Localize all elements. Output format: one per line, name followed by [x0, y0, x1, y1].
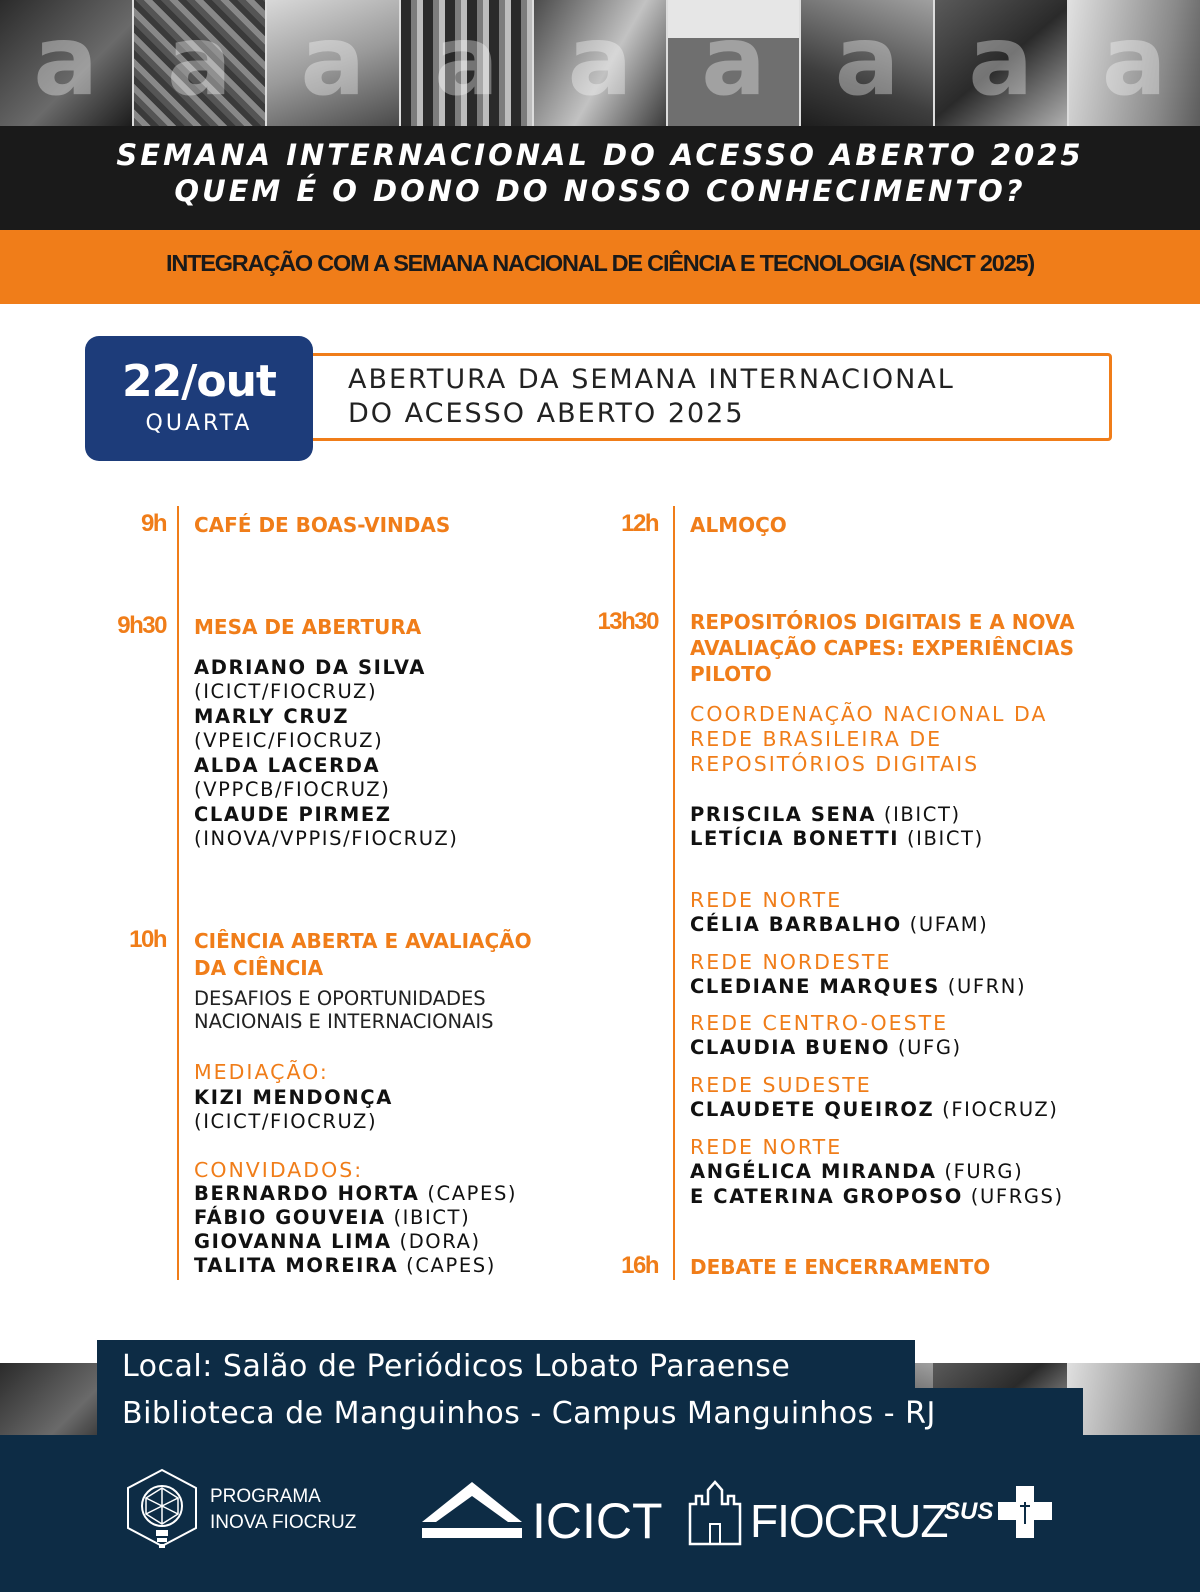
location-address: Biblioteca de Manguinhos - Campus Manguinhos - RJ: [122, 1396, 936, 1431]
network-speaker: ANGÉLICA MIRANDA (FURG): [690, 1160, 1024, 1183]
photo-health-worker: a: [1069, 0, 1200, 126]
coordination-text: REDE BRASILEIRA DE: [690, 727, 943, 751]
network-speaker: CLAUDIA BUENO (UFG): [690, 1036, 962, 1059]
session-repositories-title: PILOTO: [690, 662, 772, 686]
network-label: REDE SUDESTE: [690, 1073, 872, 1097]
network-label: REDE CENTRO-OESTE: [690, 1011, 949, 1035]
event-title-line1: ABERTURA DA SEMANA INTERNACIONAL: [348, 364, 955, 395]
session-open-science-title: DA CIÊNCIA: [194, 956, 324, 980]
header-photo-strip: [0, 0, 1200, 126]
guest-row: FÁBIO GOUVEIA (IBICT): [194, 1206, 471, 1229]
network-speaker: CÉLIA BARBALHO (UFAM): [690, 913, 989, 936]
sus-logo-text: SUS: [944, 1498, 994, 1525]
session-repositories-title: AVALIAÇÃO CAPES: EXPERIÊNCIAS: [690, 636, 1074, 660]
time-13h30: 13h30: [597, 608, 658, 635]
network-speaker: CLAUDETE QUEIROZ (FIOCRUZ): [690, 1098, 1059, 1121]
location-venue: Local: Salão de Periódicos Lobato Paraense: [122, 1349, 791, 1384]
session-open-science-title: CIÊNCIA ABERTA E AVALIAÇÃO: [194, 929, 532, 953]
speaker-row: LETÍCIA BONETTI (IBICT): [690, 827, 984, 850]
guest-row: TALITA MOREIRA (CAPES): [194, 1254, 496, 1277]
guest-row: BERNARDO HORTA (CAPES): [194, 1182, 518, 1205]
speaker-org: (VPEIC/FIOCRUZ): [194, 729, 384, 752]
sus-cross-icon: [996, 1484, 1054, 1540]
mediator-name: KIZI MENDONÇA: [194, 1086, 393, 1109]
photo-children: a: [801, 0, 935, 126]
photo-person: a: [0, 0, 134, 126]
main-subtitle: QUEM É O DONO DO NOSSO CONHECIMENTO?: [174, 174, 1026, 208]
speaker-name: CLAUDE PIRMEZ: [194, 803, 392, 826]
photo-favela: a: [134, 0, 268, 126]
main-title: SEMANA INTERNACIONAL DO ACESSO ABERTO 2025: [116, 138, 1084, 172]
photo-library: a: [401, 0, 535, 126]
inova-logo-line1: PROGRAMA: [210, 1486, 321, 1507]
session-closing-debate: DEBATE E ENCERRAMENTO: [690, 1255, 991, 1279]
network-label: REDE NORDESTE: [690, 950, 892, 974]
network-label: REDE NORTE: [690, 1135, 843, 1159]
icict-logo-text: ICICT: [532, 1493, 663, 1549]
coordination-text: COORDENAÇÃO NACIONAL DA: [690, 702, 1048, 726]
fiocruz-castle-icon: [686, 1480, 744, 1546]
fiocruz-logo-text: FIOCRUZ: [750, 1495, 948, 1547]
timeline-line-right: [673, 506, 675, 1280]
speaker-org: (INOVA/VPPIS/FIOCRUZ): [194, 827, 459, 850]
guests-label: CONVIDADOS:: [194, 1158, 364, 1182]
network-speaker: E CATERINA GROPOSO (UFRGS): [690, 1185, 1064, 1208]
network-label: REDE NORTE: [690, 888, 843, 912]
time-16h: 16h: [621, 1252, 658, 1279]
photo-field: a: [668, 0, 802, 126]
speaker-name: ADRIANO DA SILVA: [194, 656, 426, 679]
session-opening-table: MESA DE ABERTURA: [194, 615, 422, 639]
speaker-name: MARLY CRUZ: [194, 705, 350, 728]
guest-row: GIOVANNA LIMA (DORA): [194, 1230, 481, 1253]
coordination-text: REPOSITÓRIOS DIGITAIS: [690, 752, 980, 776]
session-subtitle: NACIONAIS E INTERNACIONAIS: [194, 1010, 494, 1033]
speaker-row: PRISCILA SENA (IBICT): [690, 803, 961, 826]
time-10h: 10h: [129, 926, 166, 953]
session-lunch: ALMOÇO: [690, 513, 787, 537]
date-day: 22/out: [122, 356, 276, 407]
session-repositories-title: REPOSITÓRIOS DIGITAIS E A NOVA: [690, 610, 1075, 634]
icict-logo-icon: [418, 1478, 526, 1542]
mediator-org: (ICICT/FIOCRUZ): [194, 1110, 378, 1133]
network-speaker: CLEDIANE MARQUES (UFRN): [690, 975, 1027, 998]
date-weekday: QUARTA: [145, 411, 253, 436]
inova-logo-line2: INOVA FIOCRUZ: [210, 1512, 357, 1533]
time-9h: 9h: [140, 510, 166, 537]
timeline-line-left: [177, 506, 179, 1280]
speaker-org: (VPPCB/FIOCRUZ): [194, 778, 391, 801]
speaker-org: (ICICT/FIOCRUZ): [194, 680, 378, 703]
integration-text: INTEGRAÇÃO COM A SEMANA NACIONAL DE CIÊNCIA E TECNOLOGIA (SNCT 2025): [165, 250, 1035, 276]
photo-lab: a: [534, 0, 668, 126]
speaker-name: ALDA LACERDA: [194, 754, 381, 777]
session-subtitle: DESAFIOS E OPORTUNIDADES: [194, 987, 486, 1010]
mediation-label: MEDIAÇÃO:: [194, 1060, 329, 1084]
session-welcome-coffee: CAFÉ DE BOAS-VINDAS: [194, 513, 451, 537]
time-12h: 12h: [621, 510, 658, 537]
time-9h30: 9h30: [117, 612, 166, 639]
photo-woman-laptop: a: [267, 0, 401, 126]
photo-health-worker: [1067, 1363, 1200, 1435]
inova-logo-icon: [124, 1468, 200, 1554]
photo-protest: a: [935, 0, 1069, 126]
event-title-line2: DO ACESSO ABERTO 2025: [348, 398, 745, 429]
